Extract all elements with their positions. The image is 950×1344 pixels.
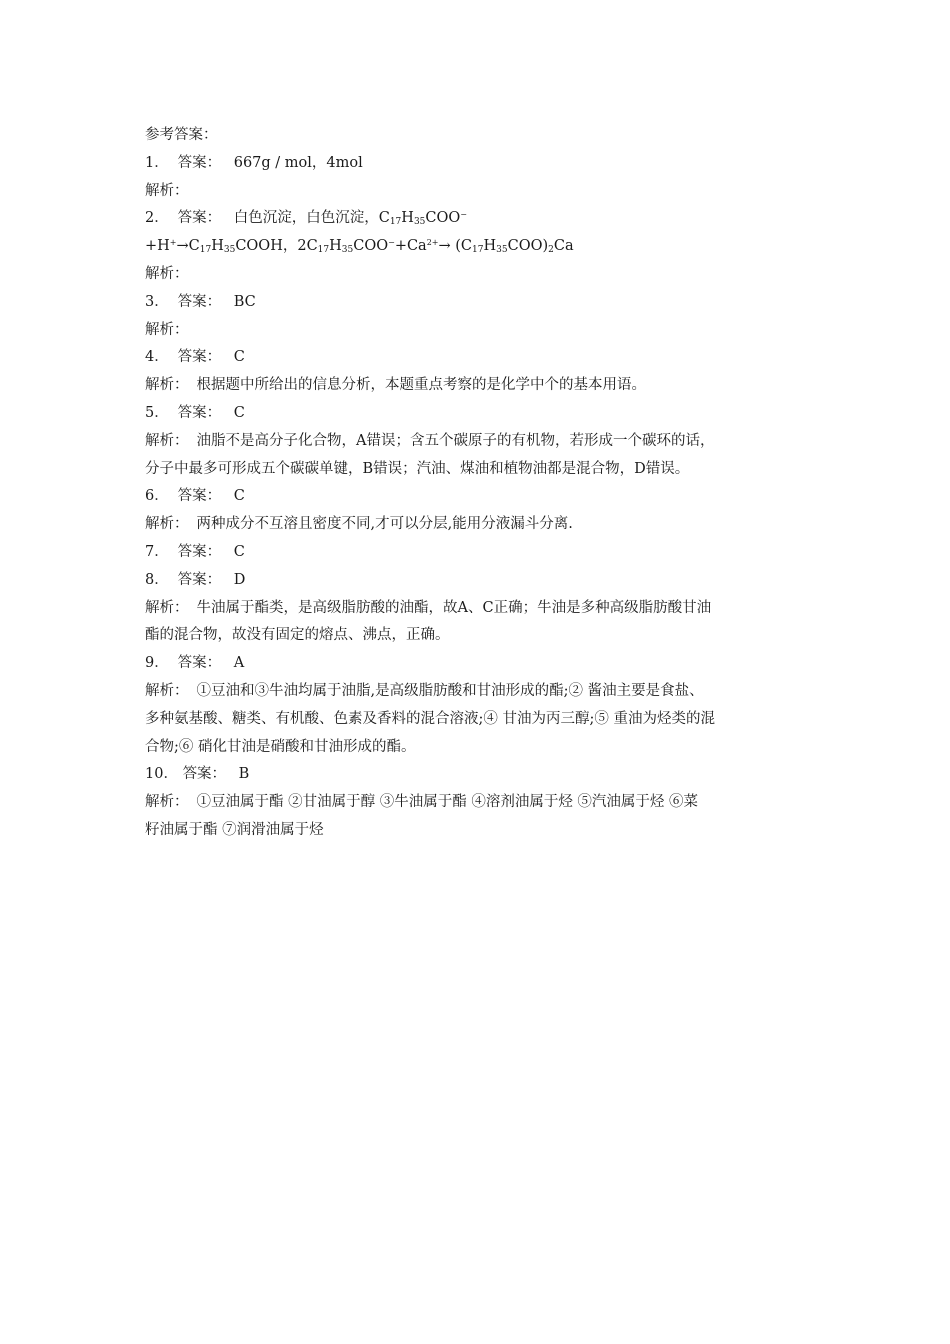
answer-value: 白色沉淀，白色沉淀， [233,210,379,227]
answer-4 [145,344,810,372]
answer-9 [145,650,810,678]
page-title: 参考答案： [145,127,218,143]
analysis-label: 解析： [145,599,189,616]
analysis-8-line1 [145,595,810,623]
analysis-label: 解析： [145,377,189,394]
analysis-text: 牛油属于酯类，是高级脂肪酸的油酯，故A、C正确；牛油是多种高级脂肪酸甘油 [196,599,712,616]
answer-1 [145,150,810,178]
item-number: 2． [145,210,169,227]
answer-label: 答案： [177,154,222,171]
answer-value: D [233,571,246,588]
formula-stearate-ion: $C_{17}H_{35}COO^-$ [378,210,467,228]
answer-label: 答案： [177,349,222,366]
answer-value: B [238,766,250,783]
analysis-label: 解析： [145,321,189,338]
answer-3 [145,289,810,317]
answer-7 [145,539,810,567]
answer-label: 答案： [182,766,227,783]
analysis-label: 解析： [145,516,189,533]
analysis-label: 解析： [145,182,189,199]
answer-10 [145,761,810,789]
answer-label: 答案： [177,404,222,421]
item-number: 3． [145,293,169,310]
analysis-5-line2: 分子中最多可形成五个碳碳单键，B错误；汽油、煤油和植物油都是混合物，D错误。 [145,460,690,477]
answer-8 [145,567,810,595]
analysis-9-line1 [145,678,810,706]
answer-6 [145,483,810,511]
answer-value: C [233,404,245,421]
analysis-label: 解析： [145,794,189,811]
answer-label: 答案： [177,571,222,588]
analysis-5-line1 [145,428,810,456]
answer-value: C [233,349,245,366]
item-number: 4． [145,349,169,366]
analysis-label: 解析： [145,432,189,449]
analysis-8-line2: 酯的混合物，故没有固定的熔点、沸点，正确。 [145,627,450,644]
item-number: 9． [145,655,169,672]
answer-document [145,122,810,845]
answer-value: A [233,655,245,672]
answer-label: 答案： [177,293,222,310]
analysis-text: 根据题中所给出的信息分析，本题重点考察的是化学中个的基本用语。 [196,377,646,394]
analysis-9-line3: 合物;⑥ 硝化甘油是硝酸和甘油形成的酯。 [145,738,416,755]
analysis-2 [145,261,810,289]
answer-value: C [233,543,245,560]
analysis-6 [145,511,810,539]
analysis-10-line1 [145,789,810,817]
item-number: 1． [145,154,169,171]
answer-label: 答案： [177,488,222,505]
answer-value: BC [233,293,256,310]
answer-value: C [233,488,245,505]
analysis-1 [145,178,810,206]
answer-value: 667g / mol，4mol [233,154,363,171]
analysis-label: 解析： [145,682,189,699]
analysis-9-line2: 多种氨基酸、糖类、有机酸、色素及香料的混合溶液;④ 甘油为丙三醇;⑤ 重油为烃类的混 [145,710,715,727]
item-number: 6． [145,488,169,505]
analysis-text: 油脂不是高分子化合物，A错误；含五个碳原子的有机物，若形成一个碳环的话， [196,432,715,449]
item-number: 5． [145,404,169,421]
analysis-text: 两种成分不互溶且密度不同,才可以分层,能用分液漏斗分离. [196,516,573,533]
item-number: 7． [145,543,169,560]
answer-2-equations: $+H^+\to C_{17}H_{35}COOH$，$2C_{17}H_{35}COO^-+Ca^{2+}\to (C_{17}H_{35}COO)_2Ca$ [145,238,574,256]
analysis-4 [145,372,810,400]
analysis-text: ①豆油属于酯 ②甘油属于醇 ③牛油属于酯 ④溶剂油属于烃 ⑤汽油属于烃 ⑥菜 [196,794,699,811]
answer-2 [145,205,810,233]
formula-eq2: $2C_{17}H_{35}COO^-+Ca^{2+}\to (C_{17}H_{35}COO)_2Ca$ [297,238,574,256]
answer-label: 答案： [177,655,222,672]
answer-label: 答案： [177,543,222,560]
analysis-label: 解析： [145,265,189,282]
answer-5 [145,400,810,428]
analysis-3 [145,317,810,345]
item-number: 10． [145,766,178,783]
formula-eq1: $+H^+\to C_{17}H_{35}COOH$ [145,238,283,256]
analysis-text: ①豆油和③牛油均属于油脂,是高级脂肪酸和甘油形成的酯;② 酱油主要是食盐、 [196,682,704,699]
analysis-10-line2: 籽油属于酯 ⑦润滑油属于烃 [145,821,324,838]
answer-label: 答案： [177,210,222,227]
item-number: 8． [145,571,169,588]
